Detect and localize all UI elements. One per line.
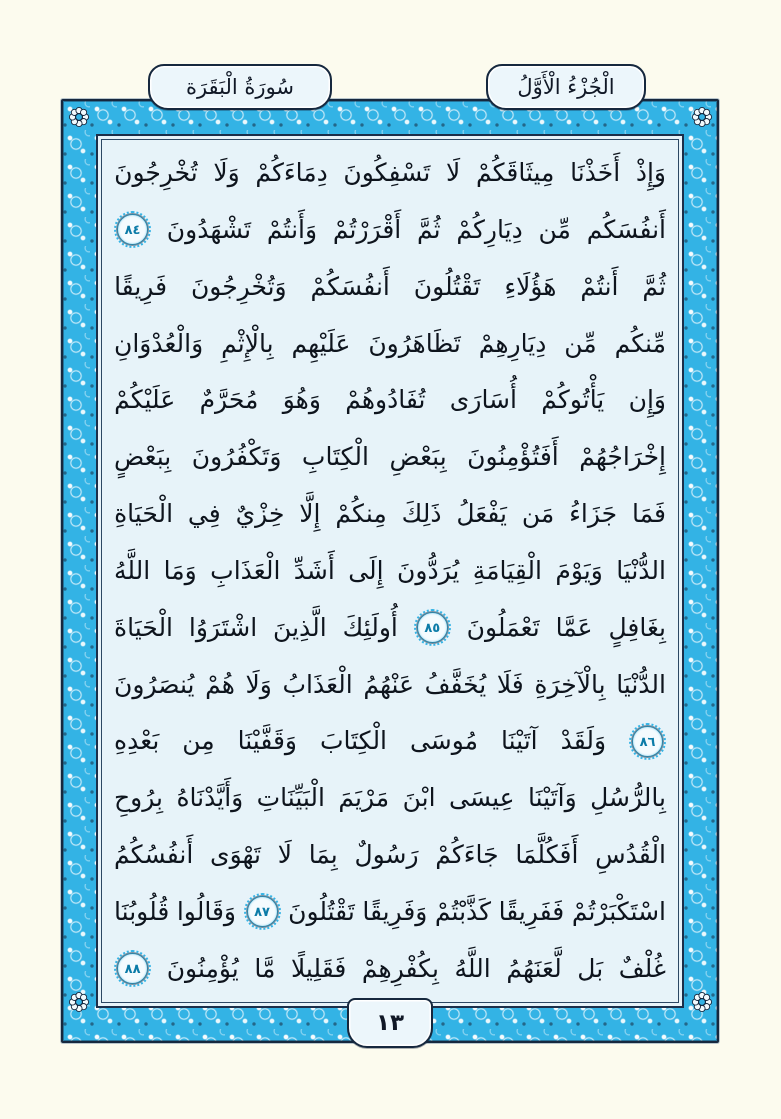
- quran-word: وَتَكْفُرُونَ: [191, 442, 282, 472]
- quran-word: تَقْتُلُونَ: [288, 896, 355, 926]
- quran-word: أَقْرَرْتُمْ: [332, 214, 402, 244]
- quran-word: اللَّهُ: [114, 555, 151, 585]
- quran-word: الْقُدُسِ: [595, 840, 666, 870]
- quran-word: وَآتَيْنَا: [528, 783, 577, 813]
- quran-word: إِلَّا: [299, 499, 321, 529]
- quran-word: قُلُوبُنَا: [114, 896, 170, 926]
- verse-number: ٨٧: [254, 905, 270, 921]
- quran-word: وَهُوَ: [282, 385, 321, 415]
- quran-word: اللَّهُ: [454, 953, 491, 983]
- quran-word: وَتُخْرِجُونَ: [190, 271, 287, 301]
- quran-word: مَرْيَمَ: [338, 783, 390, 813]
- quran-word: وَلَقَدْ: [560, 726, 607, 756]
- quran-word: إِخْرَاجُهُمْ: [579, 442, 666, 472]
- quran-word: وَأَنتُمْ: [266, 214, 318, 244]
- quran-word: أَنتُمْ: [580, 271, 619, 301]
- quran-word: ابْنَ: [402, 783, 436, 813]
- quran-word: خِزْيٌ: [235, 499, 285, 529]
- verse-number-marker-icon: [117, 953, 148, 984]
- quran-word: يَأْتُوكُمْ: [541, 385, 605, 415]
- quran-line: [114, 771, 666, 825]
- quran-word: وَأَيَّدْنَاهُ: [176, 783, 244, 813]
- corner-rosette-icon: [67, 990, 91, 1014]
- quran-word: فِي: [187, 499, 221, 529]
- quran-word: بِالْإِثْمِ: [221, 328, 274, 358]
- quran-word: مِّن: [538, 214, 571, 244]
- quran-word: مِّن: [564, 328, 597, 358]
- verse-number-marker-icon: [247, 896, 278, 927]
- quran-line: [114, 146, 666, 200]
- quran-word: ذَلِكَ: [401, 499, 442, 529]
- quran-line: [114, 658, 666, 712]
- quran-line: [114, 317, 666, 371]
- quran-word: فَمَا: [631, 499, 666, 529]
- verse-number: ٨٤: [124, 223, 141, 239]
- quran-line: [114, 601, 666, 655]
- quran-word: دِمَاءَكُمْ: [255, 158, 328, 187]
- quran-word: وَإِذْ: [635, 158, 666, 187]
- quran-word: بِبَعْضٍ: [114, 442, 172, 472]
- quran-word: بِكُفْرِهِمْ: [361, 953, 439, 983]
- quran-word: فَرِيقًا: [114, 271, 168, 301]
- quran-word: تُفَادُوهُمْ: [345, 385, 426, 415]
- quran-lines: [114, 146, 666, 996]
- quran-word: أَنفُسُكُمُ: [114, 840, 194, 870]
- quran-line: [114, 203, 666, 257]
- quran-word: تَقْتُلُونَ: [413, 271, 481, 301]
- quran-word: ثُمَّ: [417, 214, 441, 244]
- text-panel: [96, 134, 684, 1008]
- quran-word: أَنفُسَكُم: [586, 214, 666, 244]
- quran-word: آتَيْنَا: [501, 726, 538, 756]
- juz-title-label: الْجُزْءُ الْأَوَّلُ: [517, 75, 615, 99]
- quran-word: مِن: [182, 726, 215, 756]
- quran-word: تَظَاهَرُونَ: [368, 328, 461, 358]
- quran-word: بِبَعْضِ: [389, 442, 447, 472]
- quran-word: يُؤْمِنُونَ: [166, 953, 239, 983]
- verse-number: ٨٨: [124, 962, 141, 978]
- page-number-label: ١٣: [375, 1010, 405, 1036]
- quran-word: مَّا: [254, 953, 276, 983]
- quran-word: بِمَا: [308, 840, 338, 870]
- quran-word: اشْتَرَوُا: [188, 612, 258, 642]
- quran-word: وَإِن: [628, 385, 666, 415]
- quran-word: بَل: [577, 953, 604, 983]
- quran-word: تُخْرِجُونَ: [114, 158, 198, 187]
- quran-word: تَشْهَدُونَ: [166, 214, 252, 244]
- quran-word: عَلَيْكُمْ: [114, 385, 176, 415]
- quran-word: أَفَتُؤْمِنُونَ: [467, 442, 559, 472]
- corner-rosette-icon: [67, 105, 91, 129]
- quran-word: عِيسَى: [448, 783, 515, 813]
- quran-word: مِيثَاقَكُمْ: [475, 158, 555, 187]
- quran-word: بِالْآخِرَةِ: [534, 669, 606, 699]
- quran-line: [114, 430, 666, 484]
- quran-word: الْبَيِّنَاتِ: [256, 783, 325, 813]
- quran-word: فَلَا: [496, 669, 524, 699]
- quran-word: مِنكُمْ: [335, 499, 387, 529]
- quran-word: أُولَئِكَ: [342, 612, 398, 642]
- quran-word: الْعَذَابُ: [282, 669, 353, 699]
- quran-word: كَذَّبْتُمْ: [434, 896, 492, 926]
- quran-word: يُرَدُّونَ: [397, 555, 460, 585]
- verse-number: ٨٦: [639, 734, 656, 750]
- quran-word: مُوسَى: [409, 726, 479, 756]
- quran-word: مِّنكُم: [614, 328, 666, 358]
- quran-word: يُخَفَّفُ: [424, 669, 487, 699]
- quran-word: جَزَاءُ: [569, 499, 618, 529]
- surah-title-label: سُورَةُ الْبَقَرَة: [185, 75, 295, 99]
- quran-word: وَالْعُدْوَانِ: [114, 328, 204, 358]
- quran-word: الَّذِينَ: [273, 612, 327, 642]
- quran-word: دِيَارِهِمْ: [478, 328, 547, 358]
- quran-word: وَقَالُوا: [176, 896, 236, 926]
- page-number-cartouche: [347, 998, 433, 1048]
- quran-word: مُحَرَّمٌ: [199, 385, 259, 415]
- quran-word: يُنصَرُونَ: [114, 669, 195, 699]
- quran-line: [114, 487, 666, 541]
- quran-word: الْعَذَابِ: [210, 555, 281, 585]
- quran-word: أَشَدِّ: [293, 555, 335, 585]
- quran-word: دِيَارِكُمْ: [456, 214, 523, 244]
- quran-word: الْكِتَابَ: [319, 726, 388, 756]
- quran-word: وَيَوْمَ: [555, 555, 603, 585]
- quran-word: تَسْفِكُونَ: [343, 158, 431, 187]
- quran-word: وَفَرِيقًا: [362, 896, 428, 926]
- quran-word: أَخَذْنَا: [570, 158, 621, 187]
- verse-number-marker-icon: [417, 612, 448, 643]
- quran-word: الْقِيَامَةِ: [472, 555, 542, 585]
- quran-line: [114, 714, 666, 768]
- quran-word: أُسَارَى: [449, 385, 517, 415]
- quran-word: اسْتَكْبَرْتُمْ: [571, 896, 666, 926]
- quran-word: وَلَا: [213, 158, 240, 187]
- quran-word: فَفَرِيقًا: [498, 896, 565, 926]
- quran-word: ثُمَّ: [642, 271, 666, 301]
- quran-word: عَنْهُمُ: [363, 669, 414, 699]
- quran-word: جَاءَكُمْ: [435, 840, 499, 870]
- quran-line: [114, 885, 666, 939]
- quran-word: هَؤُلَاءِ: [504, 271, 557, 301]
- quran-word: رَسُولٌ: [354, 840, 419, 870]
- corner-rosette-icon: [690, 105, 714, 129]
- quran-word: إِلَى: [348, 555, 384, 585]
- quran-word: هُمْ: [205, 669, 235, 699]
- quran-word: بِالرُّسُلِ: [590, 783, 666, 813]
- quran-word: لَا: [446, 158, 461, 187]
- quran-word: عَلَيْهِم: [291, 328, 351, 358]
- quran-word: الدُّنْيَا: [616, 555, 666, 585]
- quran-line: [114, 828, 666, 882]
- surah-title-cartouche: [148, 64, 332, 110]
- quran-line: [114, 544, 666, 598]
- quran-word: الْحَيَاةَ: [114, 612, 174, 642]
- quran-word: عَمَّا: [555, 612, 593, 642]
- quran-word: مَن: [521, 499, 555, 529]
- quran-word: تَعْمَلُونَ: [466, 612, 540, 642]
- quran-word: أَنفُسَكُمْ: [310, 271, 390, 301]
- quran-word: وَلَا: [245, 669, 272, 699]
- quran-line: [114, 373, 666, 427]
- quran-word: بِرُوحِ: [114, 783, 164, 813]
- quran-word: بِغَافِلٍ: [608, 612, 666, 642]
- quran-word: الدُّنْيَا: [616, 669, 666, 699]
- quran-word: لَا: [277, 840, 292, 870]
- juz-title-cartouche: [486, 64, 646, 110]
- verse-number: ٨٥: [424, 621, 441, 637]
- quran-line: [114, 260, 666, 314]
- quran-word: تَهْوَى: [210, 840, 261, 870]
- quran-word: فَقَلِيلًا: [290, 953, 347, 983]
- quran-word: الْكِتَابِ: [301, 442, 369, 472]
- verse-number-marker-icon: [117, 214, 148, 245]
- quran-line: [114, 942, 666, 996]
- quran-word: غُلْفٌ: [618, 953, 666, 983]
- quran-word: يَفْعَلُ: [456, 499, 507, 529]
- quran-word: الْحَيَاةِ: [114, 499, 174, 529]
- quran-word: وَمَا: [163, 555, 197, 585]
- quran-word: وَقَفَّيْنَا: [237, 726, 297, 756]
- corner-rosette-icon: [690, 990, 714, 1014]
- quran-word: لَّعَنَهُمُ: [506, 953, 562, 983]
- quran-word: أَفَكُلَّمَا: [515, 840, 579, 870]
- ornamental-border-frame: [61, 99, 719, 1043]
- quran-word: بَعْدِهِ: [114, 726, 160, 756]
- verse-number-marker-icon: [632, 726, 663, 757]
